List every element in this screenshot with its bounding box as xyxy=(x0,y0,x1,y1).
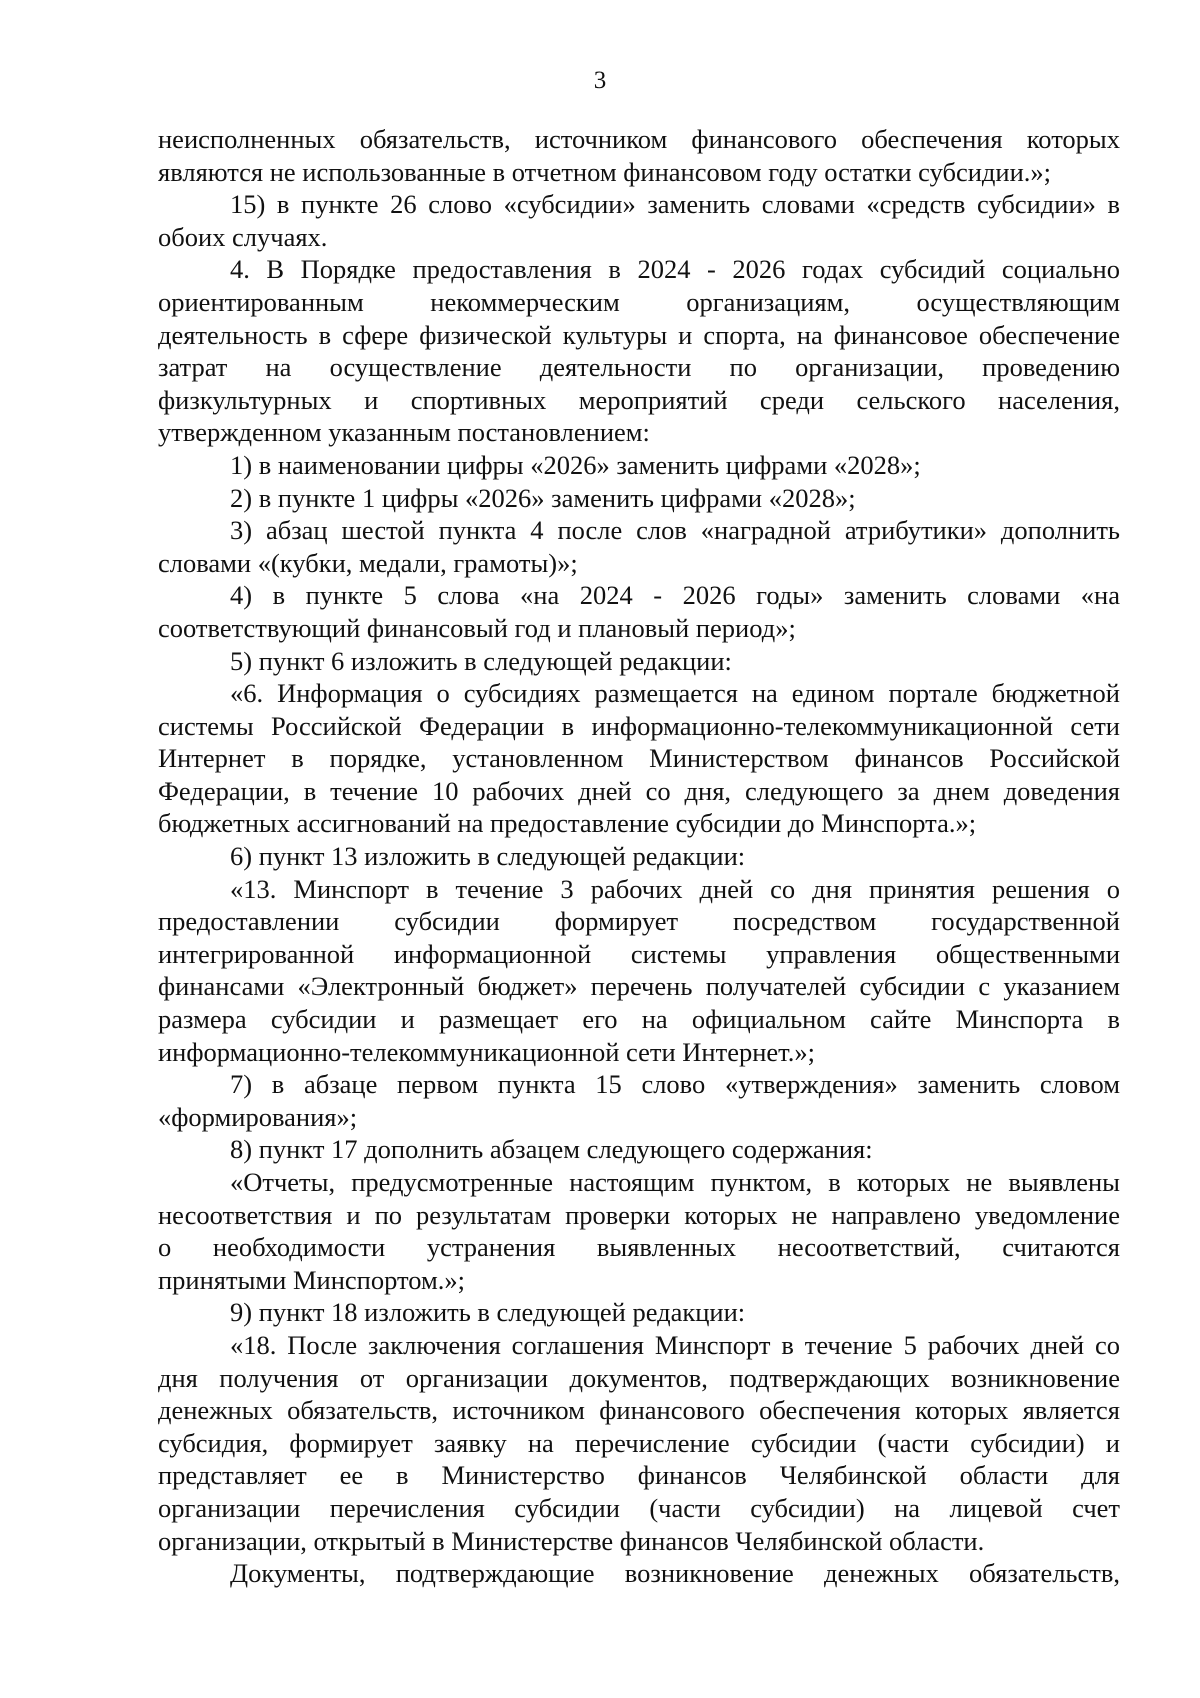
text-line: дня получения от организации документов, подтверждающих возникновение xyxy=(158,1362,1120,1393)
text-line: физкультурных и спортивных мероприятий среди сельского населения, xyxy=(158,384,1120,415)
text-line: размера субсидии и размещает его на официальном сайте Минспорта в xyxy=(158,1004,1120,1035)
text-line: организации, открытый в Министерстве финансов Челябинской области. xyxy=(158,1525,985,1556)
text-line: словами «(кубки, медали, грамоты)»; xyxy=(158,547,578,578)
text-line: субсидия, формирует заявку на перечисление субсидии (части субсидии) и xyxy=(158,1427,1120,1458)
text-line: «18. После заключения соглашения Минспорт в течение 5 рабочих дней со xyxy=(230,1329,1120,1360)
text-line: 4. В Порядке предоставления в 2024 - 2026 годах субсидий социально xyxy=(230,254,1120,285)
text-line: о необходимости устранения выявленных несоответствий, считаются xyxy=(158,1232,1120,1263)
text-line: 1) в наименовании цифры «2026» заменить цифрами «2028»; xyxy=(230,449,921,480)
text-line: Интернет в порядке, установленном Министерством финансов Российской xyxy=(158,743,1120,774)
text-line: являются не использованные в отчетном финансовом году остатки субсидии.»; xyxy=(158,156,1052,187)
text-line: Документы, подтверждающие возникновение денежных обязательств, xyxy=(230,1558,1120,1589)
text-line: несоответствия и по результатам проверки которых не направлено уведомление xyxy=(158,1199,1120,1230)
text-line: обоих случаях. xyxy=(158,221,328,252)
text-line: 15) в пункте 26 слово «субсидии» заменить словами «средств субсидии» в xyxy=(230,189,1120,220)
text-line: Федерации, в течение 10 рабочих дней со дня, следующего за днем доведения xyxy=(158,775,1120,806)
text-line: утвержденном указанным постановлением: xyxy=(158,417,650,448)
text-line: 3) абзац шестой пункта 4 после слов «наградной атрибутики» дополнить xyxy=(230,515,1120,546)
text-line: денежных обязательств, источником финансового обеспечения которых является xyxy=(158,1395,1120,1426)
text-line: «Отчеты, предусмотренные настоящим пунктом, в которых не выявлены xyxy=(230,1167,1120,1197)
text-line: принятыми Минспортом.»; xyxy=(158,1264,465,1295)
text-line: деятельность в сфере физической культуры и спорта, на финансовое обеспечение xyxy=(158,319,1120,350)
text-line: 7) в абзаце первом пункта 15 слово «утверждения» заменить словом xyxy=(230,1069,1120,1100)
text-line: предоставлении субсидии формирует посредством государственной xyxy=(158,906,1120,937)
text-line: представляет ее в Министерство финансов Челябинской области для xyxy=(158,1460,1120,1491)
text-line: финансами «Электронный бюджет» перечень получателей субсидии с указанием xyxy=(158,971,1120,1002)
text-line: ориентированным некоммерческим организациям, осуществляющим xyxy=(158,286,1120,317)
text-line: соответствующий финансовый год и плановый период»; xyxy=(158,612,796,643)
text-line: 2) в пункте 1 цифры «2026» заменить цифрами «2028»; xyxy=(230,482,856,513)
text-line: системы Российской Федерации в информационно-телекоммуникационной сети xyxy=(158,710,1120,741)
text-line: 5) пункт 6 изложить в следующей редакции: xyxy=(230,645,732,676)
text-line: интегрированной информационной системы управления общественными xyxy=(158,938,1120,969)
page-number: 3 xyxy=(593,67,607,94)
text-line: неисполненных обязательств, источником финансового обеспечения которых xyxy=(158,124,1120,154)
text-line: «13. Минспорт в течение 3 рабочих дней со дня принятия решения о xyxy=(230,873,1120,904)
text-line: информационно-телекоммуникационной сети Интернет.»; xyxy=(158,1036,815,1067)
text-line: «6. Информация о субсидиях размещается на едином портале бюджетной xyxy=(230,678,1120,709)
text-line: затрат на осуществление деятельности по организации, проведению xyxy=(158,352,1120,383)
text-line: 9) пункт 18 изложить в следующей редакции: xyxy=(230,1297,746,1328)
text-line: 6) пункт 13 изложить в следующей редакции: xyxy=(230,841,746,872)
text-line: «формирования»; xyxy=(158,1101,358,1132)
text-line: 4) в пункте 5 слова «на 2024 - 2026 годы» заменить словами «на xyxy=(230,580,1120,611)
body-text xyxy=(158,123,1120,1590)
text-line: организации перечисления субсидии (части субсидии) на лицевой счет xyxy=(158,1492,1120,1523)
text-line: 8) пункт 17 дополнить абзацем следующего содержания: xyxy=(230,1134,873,1165)
text-line: бюджетных ассигнований на предоставление субсидии до Минспорта.»; xyxy=(158,808,977,839)
